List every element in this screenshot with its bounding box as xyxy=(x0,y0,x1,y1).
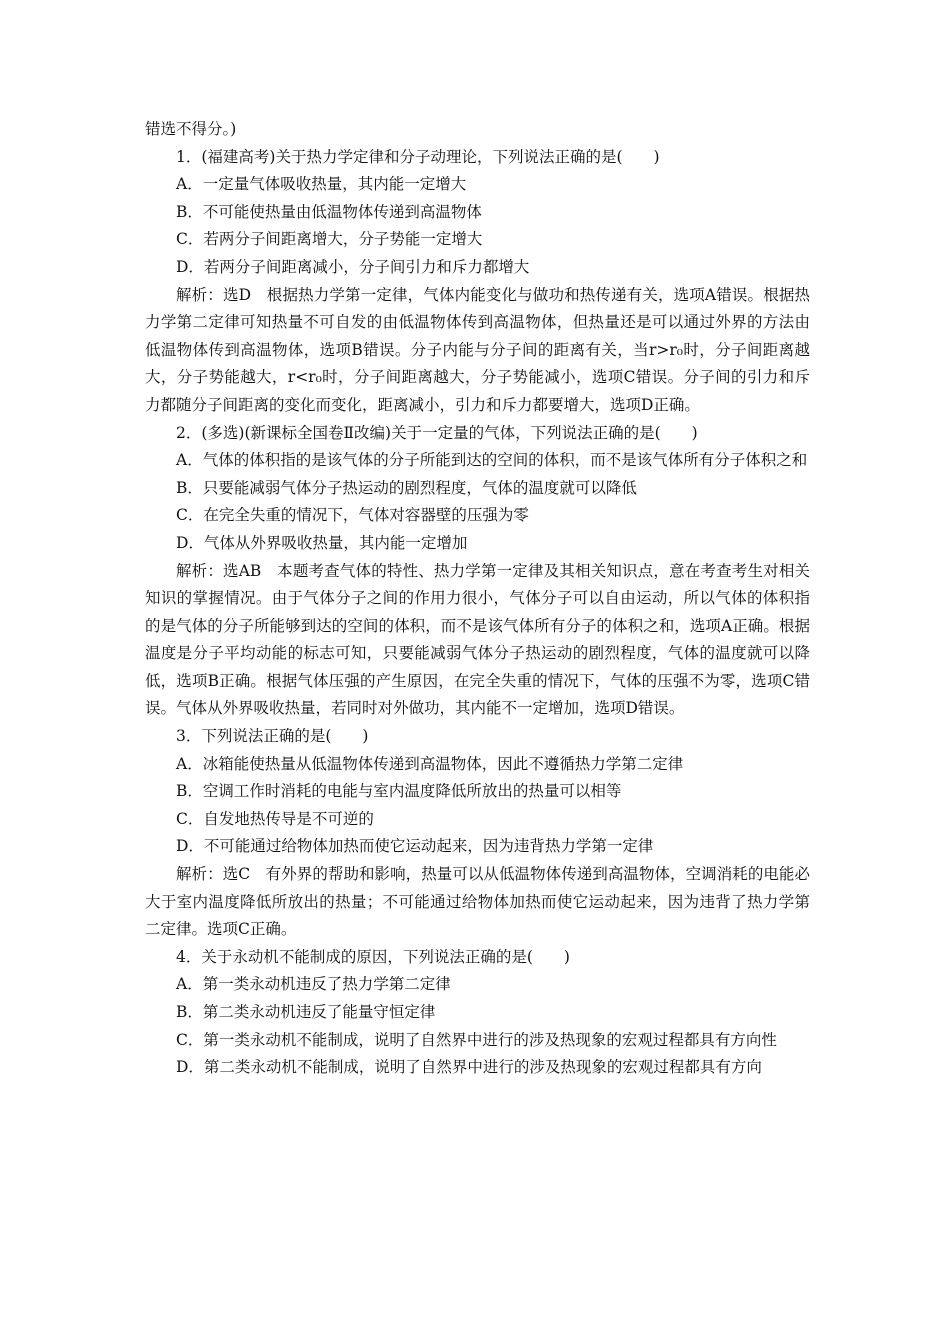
question-2-analysis: 解析：选AB 本题考查气体的特性、热力学第一定律及其相关知识点，意在考查考生对相关知识的掌握情况。由于气体分子之间的作用力很小，气体分子可以自由运动，所以气体的体积指的是气体的分子所能够到达的空间的体积，而不是该气体所有分子的体积之和，选项A正确。根据温度是分子平均动能的标志可知，只要能减弱气体分子热运动的剧烈程度，气体的温度就可以降低，选项B正确。根据气体压强的产生原因，在完全失重的情况下，气体的压强不为零，选项C错误。气体从外界吸收热量，若同时对外做功，其内能不一定增加，选项D错误。 xyxy=(145,561,810,718)
question-2-option-c: C．在完全失重的情况下，气体对容器壁的压强为零 xyxy=(176,506,529,525)
question-2-option-d: D．气体从外界吸收热量，其内能一定增加 xyxy=(176,533,468,552)
question-3-option-c: C．自发地热传导是不可逆的 xyxy=(176,809,374,828)
question-3-stem: 3．下列说法正确的是( ) xyxy=(176,727,369,746)
question-4-option-c: C．第一类永动机不能制成，说明了自然界中进行的涉及热现象的宏观过程都具有方向性 xyxy=(176,1030,777,1049)
text-line: 错选不得分。) xyxy=(145,120,237,138)
question-2-stem: 2．(多选)(新课标全国卷Ⅱ改编)关于一定量的气体，下列说法正确的是( ) xyxy=(176,423,698,442)
question-4-stem: 4．关于永动机不能制成的原因，下列说法正确的是( ) xyxy=(176,947,570,966)
question-1-option-a: A．一定量气体吸收热量，其内能一定增大 xyxy=(176,175,467,194)
question-3-option-b: B．空调工作时消耗的电能与室内温度降低所放出的热量可以相等 xyxy=(176,782,622,801)
question-3-option-a: A．冰箱能使热量从低温物体传递到高温物体，因此不遵循热力学第二定律 xyxy=(176,754,684,773)
question-1-option-d: D．若两分子间距离减小，分子间引力和斥力都增大 xyxy=(176,257,530,276)
question-4-option-b: B．第二类永动机违反了能量守恒定律 xyxy=(176,1003,436,1021)
question-4-option-d: D．第二类永动机不能制成，说明了自然界中进行的涉及热现象的宏观过程都具有方向 xyxy=(176,1058,762,1077)
question-2-option-b: B．只要能减弱气体分子热运动的剧烈程度，气体的温度就可以降低 xyxy=(176,478,637,497)
question-4-option-a: A．第一类永动机违反了热力学第二定律 xyxy=(176,975,451,994)
question-1-analysis: 解析：选D 根据热力学第一定律，气体内能变化与做功和热传递有关，选项A错误。根据热力学第二定律可知热量不可自发的由低温物体传到高温物体，但热量还是可以通过外界的方法由低温物体传到高温物体，选项B错误。分子内能与分子间的距离有关，当r>r₀时，分子间距离越大，分子势能越大，r<r₀时，分子间距离越大，分子势能减小，选项C错误。分子间的引力和斥力都随分子间距离的变化而变化，距离减小，引力和斥力都要增大，选项D正确。 xyxy=(145,285,810,414)
question-1-option-b: B．不可能使热量由低温物体传递到高温物体 xyxy=(176,202,482,221)
document-page xyxy=(145,116,810,1082)
question-2-option-a: A．气体的体积指的是该气体的分子所能到达的空间的体积，而不是该气体所有分子体积之和 xyxy=(176,451,808,470)
question-3-option-d: D．不可能通过给物体加热而使它运动起来，因为违背热力学第一定律 xyxy=(176,837,654,856)
question-3-analysis: 解析：选C 有外界的帮助和影响，热量可以从低温物体传递到高温物体，空调消耗的电能必大于室内温度降低所放出的热量；不可能通过给物体加热而使它运动起来，因为违背了热力学第二定律。选项C正确。 xyxy=(145,865,810,939)
question-1-stem: 1．(福建高考)关于热力学定律和分子动理论，下列说法正确的是( ) xyxy=(176,147,660,166)
question-1-option-c: C．若两分子间距离增大，分子势能一定增大 xyxy=(176,230,483,249)
